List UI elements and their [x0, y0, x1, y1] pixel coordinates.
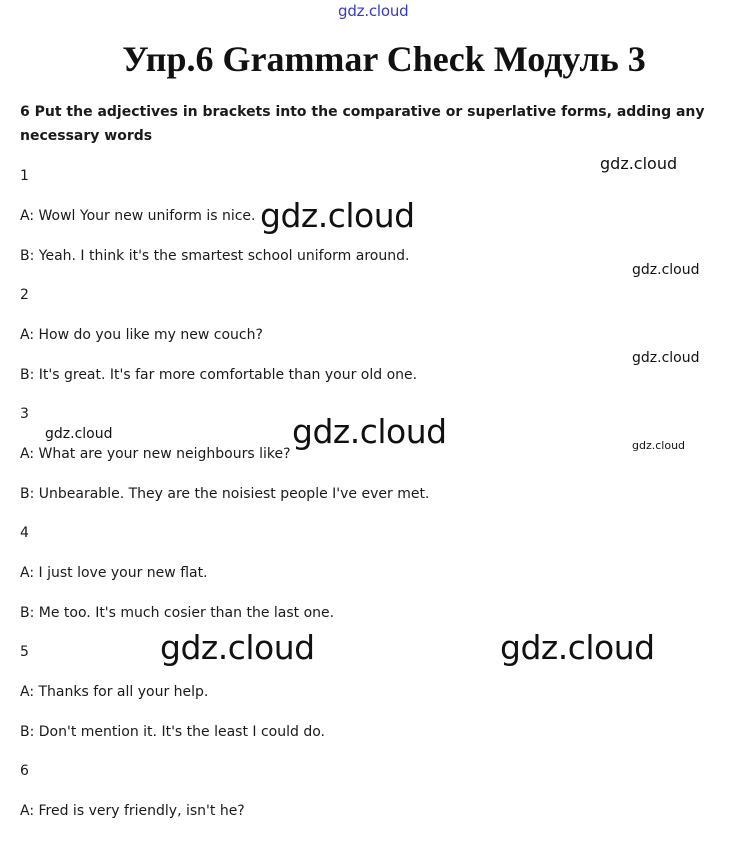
dialogue-line: A: Thanks for all your help. [20, 684, 209, 700]
item-number: 2 [20, 287, 29, 303]
item-number: 4 [20, 525, 29, 541]
watermark: gdz.cloud [632, 439, 686, 452]
exercise-instruction: 6 Put the adjectives in brackets into the comparative or superlative forms, adding any necessary words [20, 104, 705, 144]
dialogue-line: B: Don't mention it. It's the least I could do. [20, 724, 325, 740]
watermark: gdz.cloud [292, 412, 447, 451]
dialogue-line: A: Wowl Your new uniform is nice. [20, 208, 256, 224]
dialogue-line: A: How do you like my new couch? [20, 327, 263, 343]
dialogue-line: B: Me too. It's much cosier than the last one. [20, 605, 335, 621]
watermark: gdz.cloud [500, 628, 655, 667]
item-number: 1 [20, 168, 29, 184]
item-number: 5 [20, 644, 29, 660]
item-number: 6 [20, 763, 29, 779]
watermark: gdz.cloud [260, 196, 415, 235]
dialogue-line: B: Yeah. I think it's the smartest school uniform around. [20, 248, 410, 264]
page-title: Упр.6 Grammar Check Модуль 3 [122, 39, 646, 79]
watermark: gdz.cloud [160, 628, 315, 667]
top-watermark: gdz.cloud [338, 2, 409, 20]
watermark: gdz.cloud [45, 426, 113, 442]
dialogue-line: A: What are your new neighbours like? [20, 446, 291, 462]
dialogue-line: A: Fred is very friendly, isn't he? [20, 803, 245, 819]
dialogue-line: B: Unbearable. They are the noisiest people I've ever met. [20, 486, 430, 502]
watermark: gdz.cloud [600, 154, 678, 173]
dialogue-line: B: It's great. It's far more comfortable than your old one. [20, 367, 418, 383]
watermark: gdz.cloud [632, 262, 700, 278]
dialogue-line: A: I just love your new flat. [20, 565, 208, 581]
watermark: gdz.cloud [632, 350, 700, 366]
item-number: 3 [20, 406, 29, 422]
